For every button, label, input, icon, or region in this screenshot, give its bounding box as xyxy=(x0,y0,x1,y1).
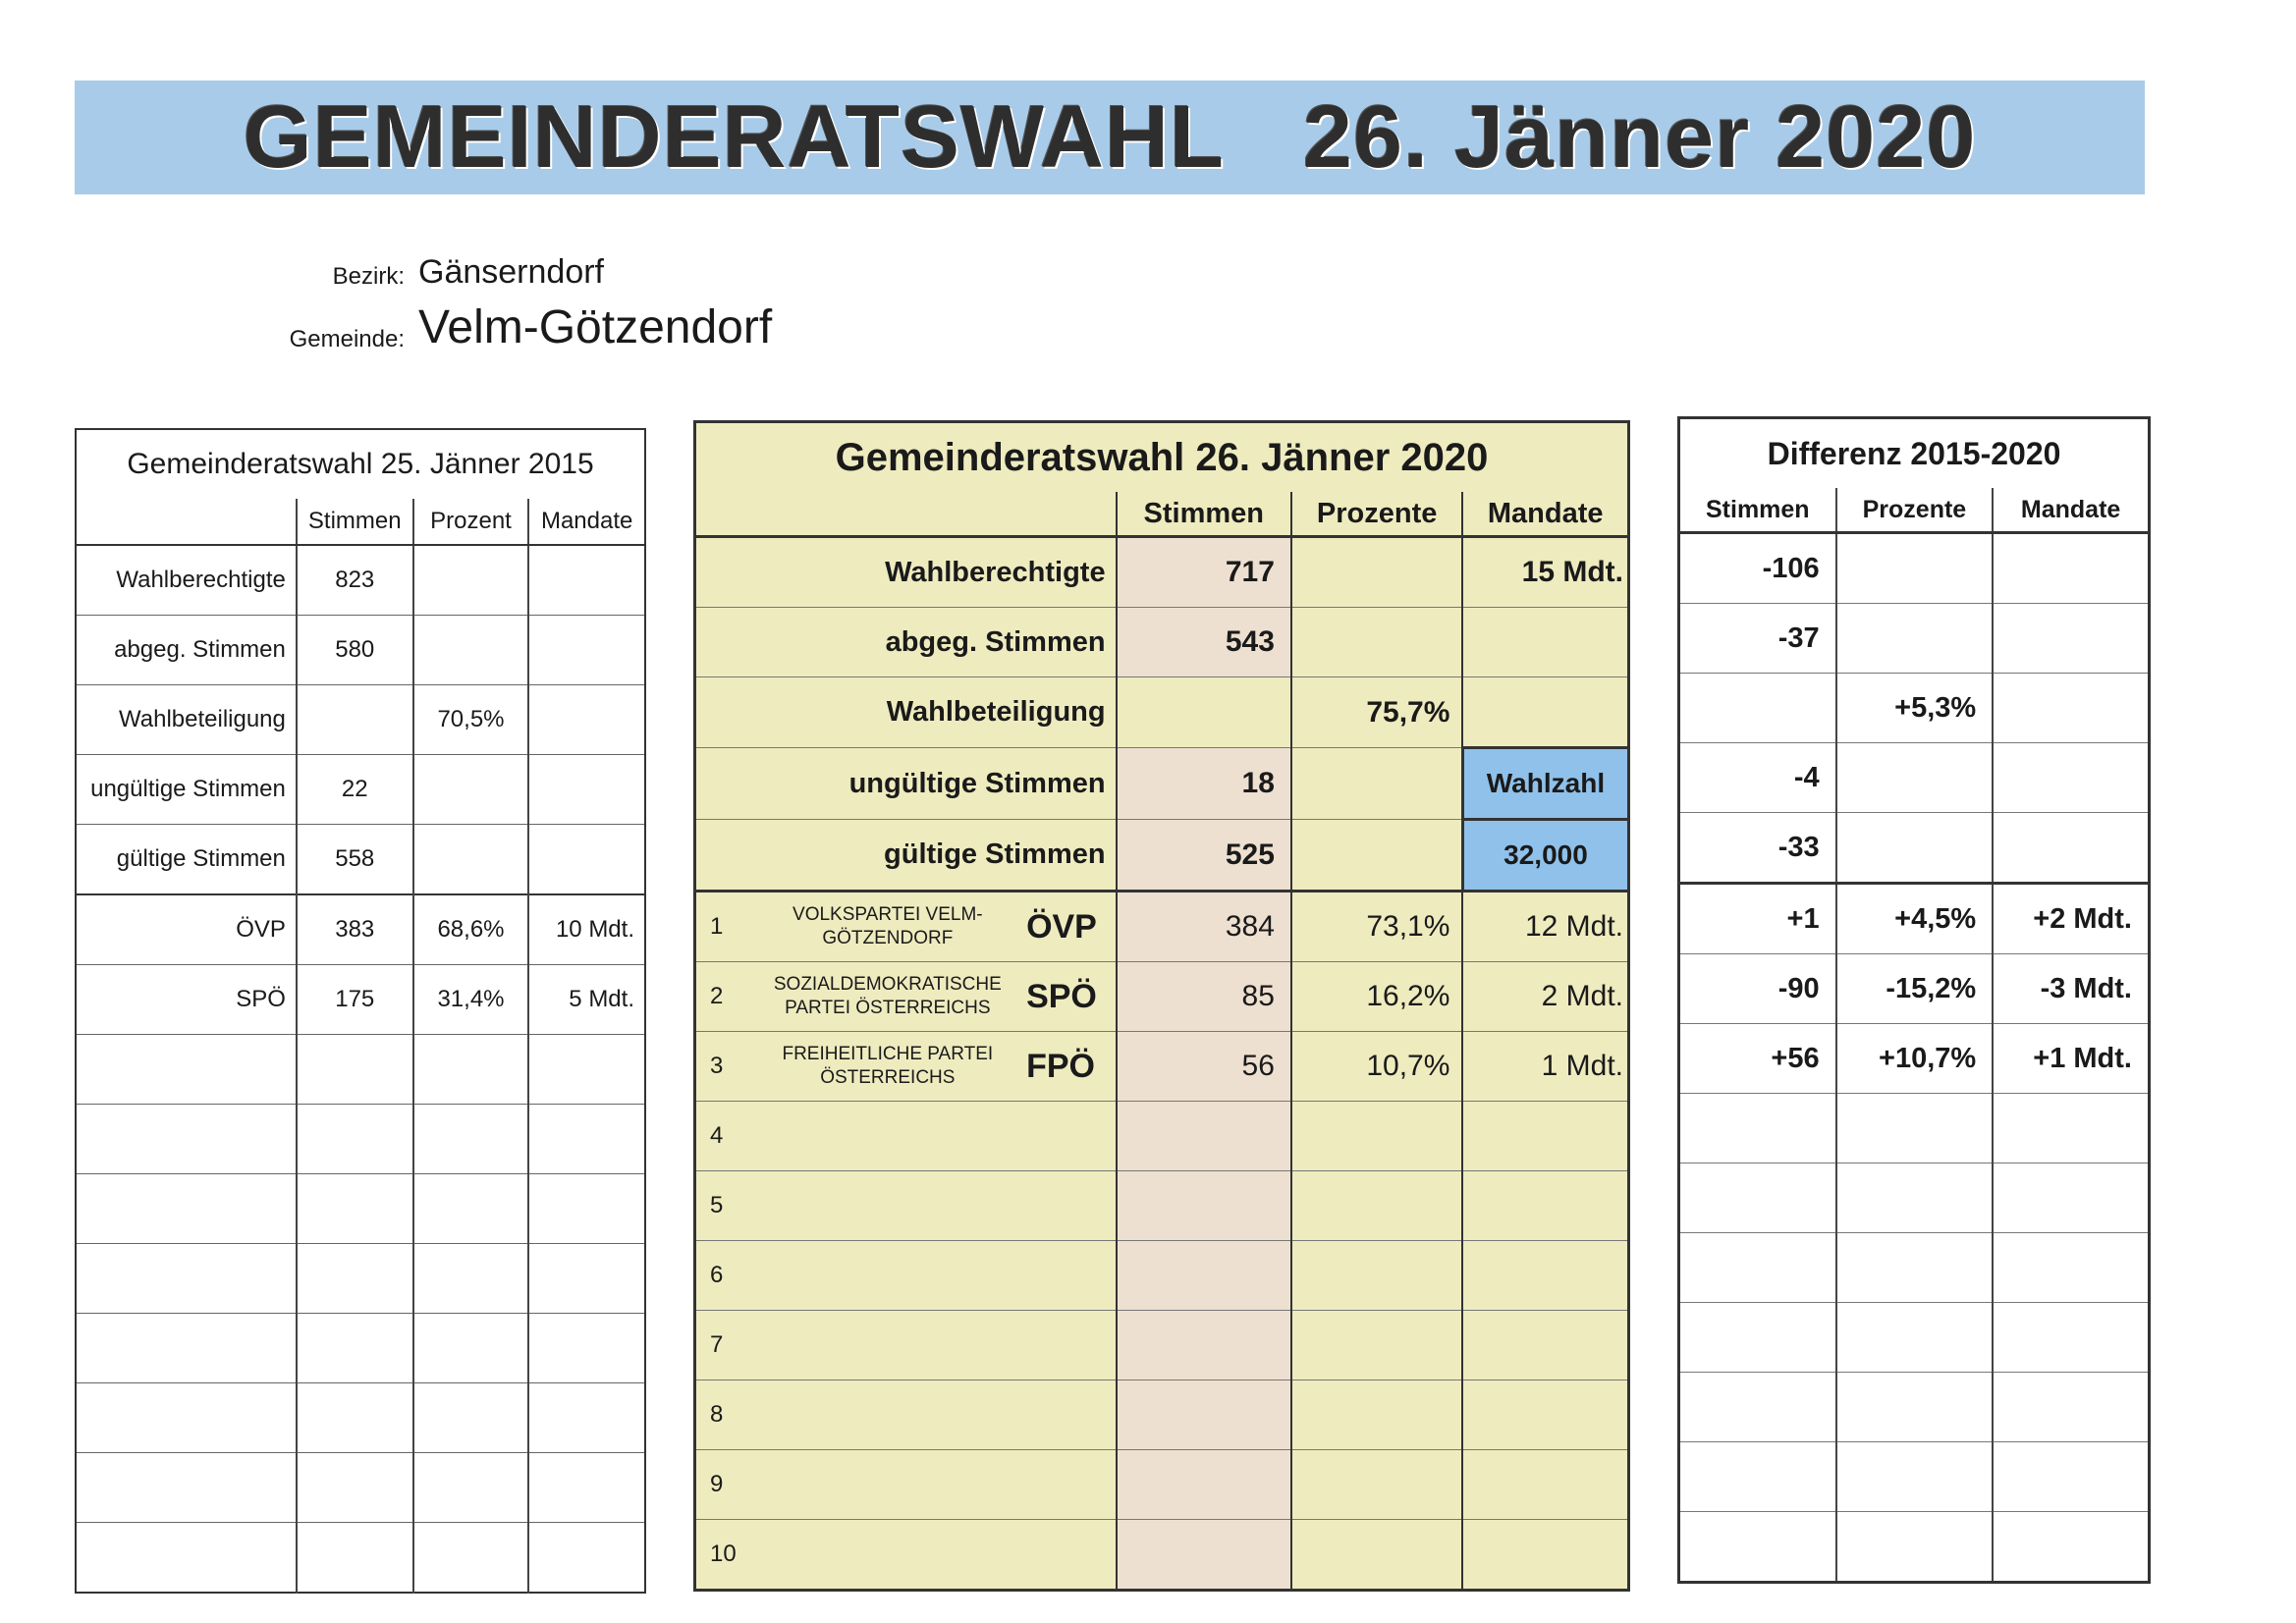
title-banner xyxy=(75,81,2145,194)
party-name xyxy=(759,1450,1016,1520)
stimmen-cell xyxy=(1117,1380,1291,1450)
prozent-cell xyxy=(413,755,529,825)
bezirk-label: Bezirk: xyxy=(332,263,405,290)
table-row xyxy=(1679,604,2150,674)
party-abbr xyxy=(1016,1171,1117,1241)
empty-row xyxy=(76,1244,645,1314)
stimmen-cell: -37 xyxy=(1679,604,1836,674)
row-label: ungültige Stimmen xyxy=(695,748,1117,820)
table-row xyxy=(76,616,645,685)
party-name xyxy=(759,1520,1016,1591)
mandate-cell xyxy=(528,545,645,616)
party-row xyxy=(1679,884,2150,954)
prozent-cell xyxy=(1291,748,1463,820)
stimmen-cell: 525 xyxy=(1117,820,1291,892)
mandate-cell xyxy=(528,755,645,825)
stimmen-cell xyxy=(1117,1311,1291,1380)
mandate-cell xyxy=(1462,1241,1628,1311)
party-row xyxy=(76,894,645,965)
stimmen-cell: -106 xyxy=(1679,533,1836,604)
row-label: Wahlbeteiligung xyxy=(76,685,297,755)
header-mandate: Mandate xyxy=(528,499,645,545)
results-2015-table xyxy=(75,428,646,1594)
party-row xyxy=(695,1311,1629,1380)
row-label: Wahlberechtigte xyxy=(695,537,1117,608)
header-stimmen: Stimmen xyxy=(1117,492,1291,537)
stimmen-cell xyxy=(297,685,413,755)
mandate-cell xyxy=(1462,1450,1628,1520)
prozent-cell: +10,7% xyxy=(1836,1024,1994,1094)
empty-row xyxy=(76,1105,645,1174)
mandate-cell xyxy=(1993,533,2149,604)
stimmen-cell: 717 xyxy=(1117,537,1291,608)
party-row xyxy=(695,892,1629,962)
party-row xyxy=(695,1380,1629,1450)
stimmen-cell: 384 xyxy=(1117,892,1291,962)
prozent-cell xyxy=(1291,1520,1463,1591)
stimmen-cell: -4 xyxy=(1679,743,1836,813)
prozent-cell: 73,1% xyxy=(1291,892,1463,962)
empty-row xyxy=(1679,1512,2150,1583)
table-row xyxy=(76,545,645,616)
prozent-cell: 10,7% xyxy=(1291,1032,1463,1102)
prozent-cell: 68,6% xyxy=(413,894,529,965)
empty-row xyxy=(1679,1442,2150,1512)
table-row xyxy=(695,537,1629,608)
mandate-cell xyxy=(1993,674,2149,743)
party-number: 5 xyxy=(695,1171,759,1241)
results-2020-title: Gemeinderatswahl 26. Jänner 2020 xyxy=(835,435,1489,479)
prozent-cell xyxy=(1836,604,1994,674)
stimmen-cell xyxy=(1679,674,1836,743)
row-label: Wahlbeteiligung xyxy=(695,677,1117,748)
prozent-cell: +4,5% xyxy=(1836,884,1994,954)
stimmen-cell: 85 xyxy=(1117,962,1291,1032)
table-row xyxy=(695,820,1629,892)
row-label: abgeg. Stimmen xyxy=(695,608,1117,677)
mandate-cell: +1 Mdt. xyxy=(1993,1024,2149,1094)
party-abbr: SPÖ xyxy=(1016,962,1117,1032)
prozent-cell xyxy=(1291,1450,1463,1520)
row-label: ungültige Stimmen xyxy=(76,755,297,825)
mandate-cell xyxy=(1462,1102,1628,1171)
party-number: 10 xyxy=(695,1520,759,1591)
header-stimmen: Stimmen xyxy=(1679,488,1836,533)
party-name xyxy=(759,1102,1016,1171)
party-row xyxy=(695,1450,1629,1520)
prozent-cell xyxy=(413,616,529,685)
wahlzahl-value: 32,000 xyxy=(1462,820,1628,892)
mandate-cell: 15 Mdt. xyxy=(1462,537,1628,608)
table-row xyxy=(76,685,645,755)
party-row xyxy=(695,1520,1629,1591)
party-row xyxy=(1679,1024,2150,1094)
table-row xyxy=(1679,533,2150,604)
party-row xyxy=(1679,954,2150,1024)
party-row xyxy=(695,1171,1629,1241)
prozent-cell: 75,7% xyxy=(1291,677,1463,748)
party-number: 6 xyxy=(695,1241,759,1311)
mandate-cell: 1 Mdt. xyxy=(1462,1032,1628,1102)
mandate-cell xyxy=(1993,813,2149,884)
party-number: 7 xyxy=(695,1311,759,1380)
empty-row xyxy=(76,1035,645,1105)
mandate-cell xyxy=(1462,1171,1628,1241)
empty-row xyxy=(1679,1303,2150,1373)
prozent-cell: 70,5% xyxy=(413,685,529,755)
party-row xyxy=(695,1241,1629,1311)
prozent-cell: 16,2% xyxy=(1291,962,1463,1032)
mandate-cell xyxy=(528,825,645,895)
party-name: VOLKSPARTEI VELM-GÖTZENDORF xyxy=(759,892,1016,962)
prozent-cell: -15,2% xyxy=(1836,954,1994,1024)
party-number: 9 xyxy=(695,1450,759,1520)
mandate-cell: 10 Mdt. xyxy=(528,894,645,965)
prozent-cell xyxy=(1836,813,1994,884)
prozent-cell xyxy=(1291,1311,1463,1380)
gemeinde-value: Velm-Götzendorf xyxy=(418,301,773,353)
table-row xyxy=(1679,674,2150,743)
party-abbr: ÖVP xyxy=(1016,892,1117,962)
stimmen-cell: -90 xyxy=(1679,954,1836,1024)
row-label: gültige Stimmen xyxy=(76,825,297,895)
stimmen-cell xyxy=(1117,1171,1291,1241)
stimmen-cell: 175 xyxy=(297,965,413,1035)
stimmen-cell xyxy=(1117,677,1291,748)
stimmen-cell: 543 xyxy=(1117,608,1291,677)
bezirk-value: Gänserndorf xyxy=(418,253,604,291)
prozent-cell xyxy=(1836,743,1994,813)
mandate-cell xyxy=(1462,1311,1628,1380)
row-label: Wahlberechtigte xyxy=(76,545,297,616)
party-abbr xyxy=(1016,1380,1117,1450)
mandate-cell xyxy=(1462,1520,1628,1591)
prozent-cell xyxy=(1291,1171,1463,1241)
header-prozente: Prozente xyxy=(1836,488,1994,533)
mandate-cell xyxy=(1462,608,1628,677)
party-row xyxy=(695,1102,1629,1171)
stimmen-cell: 558 xyxy=(297,825,413,895)
party-label: ÖVP xyxy=(76,894,297,965)
mandate-cell xyxy=(1462,677,1628,748)
row-label: abgeg. Stimmen xyxy=(76,616,297,685)
prozent-cell: 31,4% xyxy=(413,965,529,1035)
stimmen-cell: 56 xyxy=(1117,1032,1291,1102)
party-abbr xyxy=(1016,1311,1117,1380)
mandate-cell: 12 Mdt. xyxy=(1462,892,1628,962)
party-number: 8 xyxy=(695,1380,759,1450)
page-title xyxy=(75,81,2145,194)
table-row xyxy=(1679,743,2150,813)
party-abbr xyxy=(1016,1102,1117,1171)
party-row xyxy=(695,962,1629,1032)
stimmen-cell: 823 xyxy=(297,545,413,616)
prozent-cell xyxy=(413,545,529,616)
empty-row xyxy=(1679,1094,2150,1163)
mandate-cell: +2 Mdt. xyxy=(1993,884,2149,954)
party-name xyxy=(759,1171,1016,1241)
table-row xyxy=(695,608,1629,677)
mandate-cell xyxy=(528,616,645,685)
empty-row xyxy=(76,1314,645,1383)
header-mandate: Mandate xyxy=(1462,492,1628,537)
table-row xyxy=(695,748,1629,820)
stimmen-cell xyxy=(1117,1102,1291,1171)
row-label: gültige Stimmen xyxy=(695,820,1117,892)
header-stimmen: Stimmen xyxy=(297,499,413,545)
stimmen-cell: +1 xyxy=(1679,884,1836,954)
table-row xyxy=(76,755,645,825)
party-row xyxy=(695,1032,1629,1102)
party-label: SPÖ xyxy=(76,965,297,1035)
party-number: 4 xyxy=(695,1102,759,1171)
party-abbr xyxy=(1016,1241,1117,1311)
stimmen-cell: +56 xyxy=(1679,1024,1836,1094)
mandate-cell xyxy=(1993,743,2149,813)
prozent-cell xyxy=(1291,1380,1463,1450)
party-name xyxy=(759,1241,1016,1311)
mandate-cell: 5 Mdt. xyxy=(528,965,645,1035)
party-name: FREIHEITLICHE PARTEI ÖSTERREICHS xyxy=(759,1032,1016,1102)
party-number: 3 xyxy=(695,1032,759,1102)
prozent-cell xyxy=(1836,533,1994,604)
gemeinde-label: Gemeinde: xyxy=(289,326,405,352)
table-row xyxy=(1679,813,2150,884)
page-title-date: 26. Jänner 2020 xyxy=(1302,87,1977,187)
party-name xyxy=(759,1380,1016,1450)
empty-row xyxy=(1679,1163,2150,1233)
page-title-main: GEMEINDERATSWAHL xyxy=(243,87,1225,187)
header-prozente: Prozente xyxy=(1291,492,1463,537)
stimmen-cell: 22 xyxy=(297,755,413,825)
table-row xyxy=(76,825,645,895)
mandate-cell xyxy=(1462,1380,1628,1450)
header-prozent: Prozent xyxy=(413,499,529,545)
difference-table xyxy=(1677,416,2151,1584)
party-abbr: FPÖ xyxy=(1016,1032,1117,1102)
empty-row xyxy=(76,1383,645,1453)
stimmen-cell: 383 xyxy=(297,894,413,965)
party-row xyxy=(76,965,645,1035)
mandate-cell xyxy=(1993,604,2149,674)
party-abbr xyxy=(1016,1520,1117,1591)
difference-title: Differenz 2015-2020 xyxy=(1767,435,2061,471)
results-2015-title: Gemeinderatswahl 25. Jänner 2015 xyxy=(127,448,594,480)
party-abbr xyxy=(1016,1450,1117,1520)
prozent-cell: +5,3% xyxy=(1836,674,1994,743)
empty-row xyxy=(76,1523,645,1594)
stimmen-cell: 18 xyxy=(1117,748,1291,820)
header-mandate: Mandate xyxy=(1993,488,2149,533)
mandate-cell: -3 Mdt. xyxy=(1993,954,2149,1024)
stimmen-cell xyxy=(1117,1450,1291,1520)
empty-row xyxy=(1679,1233,2150,1303)
mandate-cell xyxy=(528,685,645,755)
stimmen-cell xyxy=(1117,1241,1291,1311)
prozent-cell xyxy=(1291,820,1463,892)
prozent-cell xyxy=(413,825,529,895)
empty-row xyxy=(1679,1373,2150,1442)
prozent-cell xyxy=(1291,1102,1463,1171)
stimmen-cell: 580 xyxy=(297,616,413,685)
wahlzahl-label: Wahlzahl xyxy=(1462,748,1628,820)
mandate-cell: 2 Mdt. xyxy=(1462,962,1628,1032)
header-blank xyxy=(695,492,1117,537)
party-name xyxy=(759,1311,1016,1380)
results-2020-table xyxy=(693,420,1630,1592)
prozent-cell xyxy=(1291,608,1463,677)
prozent-cell xyxy=(1291,1241,1463,1311)
party-number: 1 xyxy=(695,892,759,962)
header-blank xyxy=(76,499,297,545)
table-row xyxy=(695,677,1629,748)
empty-row xyxy=(76,1453,645,1523)
party-name: SOZIALDEMOKRATISCHE PARTEI ÖSTERREICHS xyxy=(759,962,1016,1032)
stimmen-cell xyxy=(1117,1520,1291,1591)
party-number: 2 xyxy=(695,962,759,1032)
prozent-cell xyxy=(1291,537,1463,608)
stimmen-cell: -33 xyxy=(1679,813,1836,884)
empty-row xyxy=(76,1174,645,1244)
